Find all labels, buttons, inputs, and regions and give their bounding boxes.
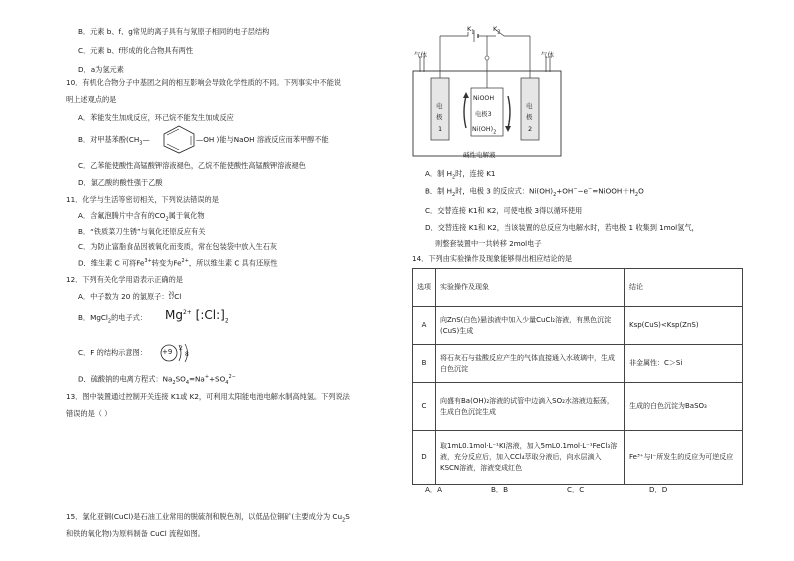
mg-symbol: Mg	[165, 308, 183, 322]
row-c-operation: 向盛有Ba(OH)₂溶液的试管中边滴入SO₂水溶液边振荡，生成白色沉淀生成	[436, 383, 625, 431]
q11-option-a-text: A．含氟泡腾片中含有的CO	[78, 211, 166, 220]
answer-d: D．D	[649, 485, 668, 494]
q9-option-c: C．元素 b、f形成的化合物具有两性	[78, 46, 194, 55]
q12-option-c: C．F 的结构示意图：	[78, 348, 147, 357]
q12-option-b: B．MgCl$_2$的电子式：	[78, 313, 148, 325]
row-a-option: A	[413, 307, 436, 345]
row-a-conclusion: Ksp(CuS)<Ksp(ZnS)	[625, 307, 743, 345]
q11-option-d-text: D．维生素 C 可将Fe	[78, 258, 145, 268]
q13-b-1: B．制 H	[425, 186, 452, 196]
q13-b-6: O	[638, 186, 644, 196]
q13-stem-line2: 错误的是（ ）	[66, 409, 112, 418]
q13-stem-line1: 13．图中装置通过控制开关连接 K1或 K2，可利用太阳能电池电解水制高纯氢。下列说法	[66, 392, 350, 401]
q11-option-d-text2: 转变为Fe	[151, 258, 182, 268]
electrode-2-num: 2	[528, 125, 533, 133]
q10-stem-line1: 10．有机化合物分子中基团之间的相互影响会导致化学性质的不同。下列事实中不能说	[66, 78, 342, 87]
e3-bot-text: Ni(OH)	[472, 126, 494, 133]
q15-stem-line2: 和铁的氧化物)为原料制备 CuCl 流程如图。	[66, 529, 205, 538]
fluorine-shell1: 2	[179, 345, 183, 352]
benzene-ring-icon	[158, 124, 200, 154]
e3-bot-sub: 2	[493, 129, 497, 136]
q11-option-a-text2: 属于氧化物	[168, 211, 205, 220]
isotope-mass-number: 20	[168, 292, 175, 297]
q13-option-b: B．制 $H_2$时，电极 3 的反应式：$Ni(OH)_2+OH^--e^-=NiOOH+H_2O$	[425, 186, 644, 198]
q13-option-d-line2: 则整套装置中一共转移 2mol电子	[435, 239, 542, 248]
fluorine-nucleus: +9	[162, 348, 173, 356]
gas-right-label: 气体	[541, 51, 554, 59]
q12-d-3: =Na	[189, 374, 205, 384]
q12-d-1: D．硫酸钠的电离方程式：Na	[78, 374, 173, 384]
k1-sub: 1	[471, 29, 475, 36]
th-operation: 实验操作及现象	[436, 269, 625, 307]
q10-stem-line2: 明上述观点的是	[66, 95, 117, 104]
electrode-1-num: 1	[438, 125, 443, 133]
answer-c: C．C	[567, 485, 585, 494]
row-c-conclusion: 生成的白色沉淀为BaSO₃	[625, 383, 743, 431]
table-row	[413, 383, 743, 431]
q9-option-b: B．元素 b、f、g常见的离子具有与氖原子相同的电子层结构	[78, 27, 270, 36]
isotope-symbol: Cl	[174, 292, 182, 302]
q11-option-c: C．为防止富脂食品因被氧化而变质，常在包装袋中放入生石灰	[78, 242, 278, 251]
mg-charge: 2+	[182, 309, 192, 316]
q10-option-b-bond: —	[142, 135, 150, 144]
q13-option-a: A．制 $H_2$时，连接 K1	[425, 169, 496, 181]
electrode-2-char2: 极	[526, 113, 533, 121]
k2-text: K	[493, 25, 498, 33]
q12-option-a	[78, 293, 181, 301]
q9-option-d: D．a为氢元素	[78, 65, 124, 74]
q13-option-c: C．交替连接 K1和 K2，可使电极 3得以循环使用	[425, 206, 583, 215]
q14-stem: 14．下列由实验操作及现象能够得出相应结论的是	[412, 254, 573, 263]
q12-option-b-text: B．MgCl	[78, 313, 108, 322]
q12-stem: 12．下列有关化学用语表示正确的是	[66, 275, 183, 284]
table-row	[413, 345, 743, 383]
q12-option-d: D．硫酸钠的电离方程式：$Na_2SO_4=Na^++SO_4^{2-}$	[78, 374, 236, 386]
q10-option-b-prefix: B．对甲基苯酚(CH	[78, 135, 140, 144]
q12-option-a-text: A．中子数为 20 的氯原子：	[78, 292, 169, 302]
row-d-operation: 取1mL0.1mol·L⁻¹KI溶液，加入5mL0.1mol·L⁻¹FeCl₃溶液，充分反应后，加入CCl₄萃取分液后，向水层滴入KSCN溶液，溶液变成红色	[436, 431, 625, 485]
q12-d-4: +SO	[209, 374, 226, 384]
electrode-1-char2: 极	[436, 113, 443, 121]
electrolyte-label: 碱性电解液	[463, 151, 496, 159]
k2-sub: 2	[497, 29, 501, 36]
q15-sub: 2	[342, 517, 346, 524]
switch-k2-label	[493, 26, 500, 35]
th-option: 选项	[413, 269, 436, 307]
cl-subscript: 2	[224, 317, 229, 325]
q10-option-b-sub: 3	[139, 140, 143, 147]
electrode-3-bottom	[472, 127, 496, 135]
row-b-conclusion: 非金属性：C＞Si	[625, 345, 743, 383]
q13-b-5: =NiOOH＋H	[592, 186, 635, 196]
q13-b-2: 时，电极 3 的反应式：Ni(OH)	[455, 186, 554, 196]
q15-stem-line1	[66, 513, 350, 523]
table-row	[413, 431, 743, 485]
electrode-1-char1: 电	[436, 102, 443, 110]
q10-option-b	[78, 136, 150, 146]
row-a-operation: 向ZnS(白色)悬浊液中加入少量CuCl₂溶液，有黑色沉淀(CuS)生成	[436, 307, 625, 345]
table-row	[413, 307, 743, 345]
k1-text: K	[467, 25, 472, 33]
q15-text-end: S	[345, 512, 350, 521]
q12-option-b-text2: 的电子式：	[111, 313, 148, 322]
q10-option-a: A．苯能发生加成反应，环己烷不能发生加成反应	[78, 113, 234, 122]
th-conclusion: 结论	[625, 269, 743, 307]
cl-electron-dots: [:Cl:]	[195, 308, 225, 322]
q13-b-3: +OH	[556, 186, 574, 196]
q11-stem: 11．化学与生活等密切相关，下列说法错误的是	[66, 195, 219, 204]
gas-left-label: 气体	[414, 51, 427, 59]
q11-option-a: A．含氟泡腾片中含有的$CO_2$属于氧化物	[78, 211, 205, 223]
q12-d-2: SO	[175, 374, 186, 384]
q11-option-d: D．维生素 C 可将$Fe^{3+}$转变为$Fe^{2+}$，所以维生素 C 具有还原性	[78, 258, 278, 268]
q10-option-c: C．乙苯能使酸性高锰酸钾溶液褪色，乙烷不能使酸性高锰酸钾溶液褪色	[78, 161, 306, 170]
experiment-table	[412, 268, 743, 485]
fluorine-shell2: 8	[185, 351, 189, 358]
q13-option-d-line1: D．交替连接 K1和 K2，当该装置的总反应为电解水时，若电极 1 收集到 1mol氢气，	[425, 223, 699, 232]
q10-option-b-suffix: —OH )能与NaOH 溶液反应而苯甲醇不能	[196, 135, 329, 144]
q15-text1: 15．氯化亚铜(CuCl)是石油工业常用的脱硫剂和脱色剂，以低品位铜矿(主要成分为 Cu	[66, 512, 343, 521]
q13-b-4: −e	[577, 186, 588, 196]
q13-a-2: 时，连接 K1	[455, 169, 496, 178]
electrode-3-label: 电极3	[475, 111, 492, 118]
electrode-3-top: NiOOH	[473, 95, 495, 102]
row-c-option: C	[413, 383, 436, 431]
mgcl2-electron-formula	[165, 309, 229, 324]
row-b-option: B	[413, 345, 436, 383]
answer-a: A．A	[425, 485, 443, 494]
q11-option-b: B．“铁质菜刀生锈”与氧化还原反应有关	[78, 227, 206, 236]
switch-k1-label	[467, 26, 474, 35]
table-header-row	[413, 269, 743, 307]
q13-a-1: A．制 H	[425, 169, 452, 178]
q10-option-d: D．氯乙酸的酸性强于乙酸	[78, 178, 163, 187]
isotope-atomic-number: 17	[168, 296, 175, 302]
answer-b: B．B	[491, 485, 509, 494]
q11-option-d-text3: ，所以维生素 C 具有还原性	[188, 258, 278, 268]
row-d-conclusion: Fe³⁺与I⁻所发生的反应为可逆反应	[625, 431, 743, 485]
electrode-2-char1: 电	[526, 102, 533, 110]
row-b-operation: 将石灰石与盐酸反应产生的气体直接通入水玻璃中，生成白色沉淀	[436, 345, 625, 383]
row-d-option: D	[413, 431, 436, 485]
